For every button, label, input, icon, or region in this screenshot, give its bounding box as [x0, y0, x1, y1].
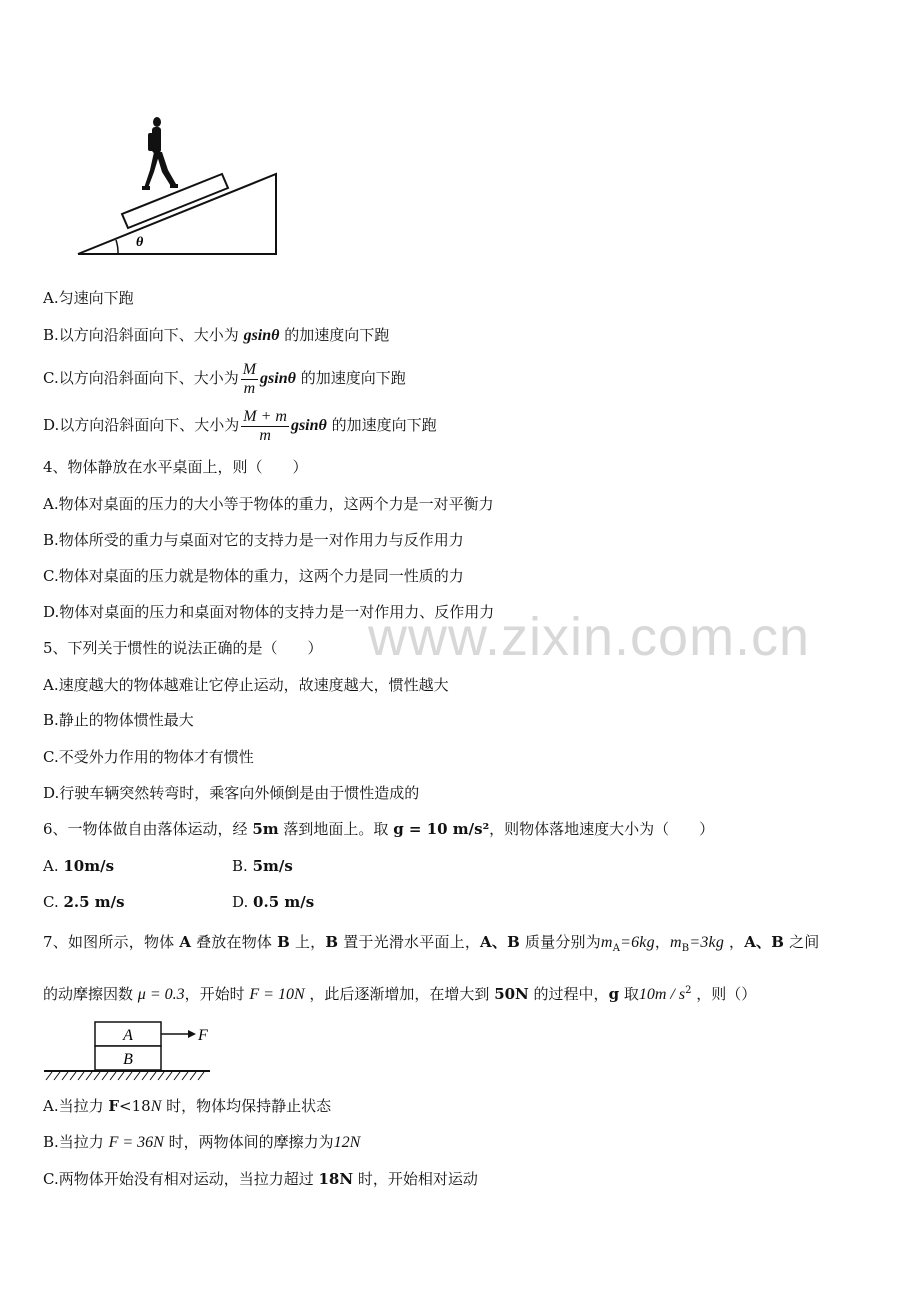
block-b-label: B	[123, 1051, 133, 1068]
ground-hatching	[46, 1072, 204, 1080]
q5-option-c[interactable]: C.不受外力作用的物体才有惯性	[43, 748, 254, 766]
q4-option-d[interactable]: D.物体对桌面的压力和桌面对物体的支持力是一对作用力、反作用力	[43, 603, 495, 621]
q5-option-b[interactable]: B.静止的物体惯性最大	[43, 711, 194, 729]
q4-stem: 4、物体静放在水平桌面上，则（ ）	[43, 458, 308, 476]
q5-stem: 5、下列关于惯性的说法正确的是（ ）	[43, 639, 323, 657]
fraction-d: $\frac{M + m}{m}$	[243, 407, 287, 444]
force-arrow-icon	[188, 1030, 196, 1038]
q6-option-d[interactable]: D. 0.5 m/s	[232, 893, 315, 911]
q3-option-a[interactable]: A.匀速向下跑	[43, 289, 134, 307]
fraction-c: $\frac{M}{m}$	[242, 360, 257, 397]
stacked-blocks-figure	[42, 1018, 214, 1084]
watermark: www.zixin.com.cn	[368, 607, 811, 667]
q7-option-b[interactable]: B.当拉力 F = 36N 时，两物体间的摩擦力为12N	[43, 1133, 361, 1151]
q4-option-b[interactable]: B.物体所受的重力与桌面对它的支持力是一对作用力与反作用力	[43, 531, 464, 549]
q7-stem-line2: 的动摩擦因数 μ = 0.3，开始时 F = 10N ，此后逐渐增加，在增大到 50N 的过程中，g 取$10m / s^2$ ，则（）	[43, 985, 757, 1003]
q5-option-d[interactable]: D.行驶车辆突然转弯时，乘客向外倾倒是由于惯性造成的	[43, 784, 420, 802]
q4-option-c[interactable]: C.物体对桌面的压力就是物体的重力，这两个力是同一性质的力	[43, 567, 464, 585]
person-icon	[142, 117, 178, 190]
q4-option-a[interactable]: A.物体对桌面的压力的大小等于物体的重力，这两个力是一对平衡力	[43, 495, 494, 513]
q6-option-c[interactable]: C. 2.5 m/s	[43, 893, 125, 911]
q3-option-c[interactable]: C.以方向沿斜面向下、大小为 $\frac{M}{m}$ gsinθ 的加速度向下跑	[43, 360, 406, 397]
q6-option-b[interactable]: B. 5m/s	[232, 857, 293, 875]
incline-figure	[70, 108, 285, 260]
q3-option-d[interactable]: D.以方向沿斜面向下、大小为 $\frac{M + m}{m}$ gsinθ 的加速度向下跑	[43, 407, 437, 444]
q6-stem: 6、一物体做自由落体运动，经 5m 落到地面上。取 g = 10 m/s²，则物体落地速度大小为（ ）	[43, 820, 715, 838]
q6-option-a[interactable]: A. 10m/s	[43, 857, 115, 875]
q7-stem-line1: 7、如图所示，物体 A 叠放在物体 B 上，B 置于光滑水平面上，A、B 质量分别为$m_A=6kg$，$m_B=3kg$ ，A、B 之间	[43, 933, 820, 954]
force-label: F	[198, 1027, 208, 1044]
q5-option-a[interactable]: A.速度越大的物体越难让它停止运动，故速度越大，惯性越大	[43, 676, 449, 694]
q7-option-c[interactable]: C.两物体开始没有相对运动，当拉力超过 18N 时，开始相对运动	[43, 1170, 478, 1188]
block-a-label: A	[123, 1027, 133, 1044]
q7-option-a[interactable]: A.当拉力 F<18N 时，物体均保持静止状态	[43, 1097, 332, 1115]
theta-label: θ	[136, 235, 144, 250]
q3-option-b[interactable]: B.以方向沿斜面向下、大小为 gsinθ 的加速度向下跑	[43, 326, 390, 344]
